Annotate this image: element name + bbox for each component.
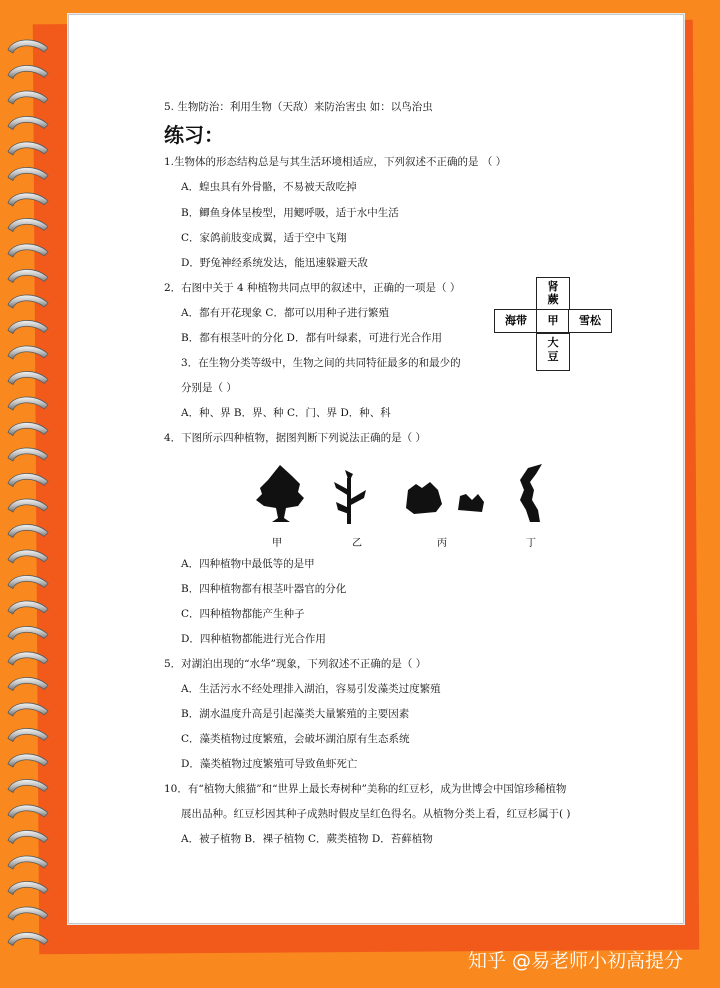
binding-ring-icon — [8, 40, 48, 53]
section-heading: 练习： — [164, 123, 224, 147]
plant-label-yi: 乙 — [352, 538, 362, 549]
binding-ring-icon — [8, 295, 48, 308]
q2-stem: 2．右图中关于 4 种植物共同点甲的叙述中，正确的一项是（ ） — [164, 282, 461, 294]
plant-label-ding: 丁 — [526, 538, 536, 549]
plant-label-jia: 甲 — [272, 538, 282, 549]
four-plants-figure — [250, 460, 560, 532]
binding-ring-icon — [8, 320, 48, 333]
binding-ring-icon — [8, 142, 48, 155]
binding-ring-icon — [8, 754, 48, 767]
diagram-right-cell: 雪松 — [568, 309, 612, 333]
plant-bing-moss-icon — [406, 482, 484, 514]
binding-ring-icon — [8, 881, 48, 894]
binding-ring-icon — [8, 677, 48, 690]
q4-option-b: B．四种植物都有根茎叶器官的分化 — [181, 583, 347, 595]
q4-option-a: A．四种植物中最低等的是甲 — [181, 558, 315, 570]
q1-option-a: A．蝗虫具有外骨骼，不易被天敌吃掉 — [181, 181, 357, 193]
spiral-binding — [0, 0, 70, 988]
binding-ring-icon — [8, 397, 48, 410]
binding-ring-icon — [8, 907, 48, 920]
binding-ring-icon — [8, 779, 48, 792]
q1-stem: 1.生物体的形态结构总是与其生活环境相适应，下列叙述不正确的是 （ ） — [164, 156, 507, 168]
binding-ring-icon — [8, 167, 48, 180]
binding-ring-icon — [8, 346, 48, 359]
plant-relation-diagram — [494, 277, 612, 372]
plant-label-bing: 丙 — [437, 538, 447, 549]
q5-option-c: C．藻类植物过度繁殖，会破坏湖泊原有生态系统 — [181, 733, 410, 745]
q1-option-b: B．鲫鱼身体呈梭型，用鳃呼吸，适于水中生活 — [181, 207, 399, 219]
diagram-top-cell: 肾 蕨 — [536, 277, 570, 311]
zhihu-watermark: 知乎 @易老师小初高提分 — [468, 950, 684, 972]
binding-ring-icon — [8, 575, 48, 588]
q1-option-d: D．野兔神经系统发达，能迅速躲避天敌 — [181, 257, 368, 269]
binding-ring-icon — [8, 805, 48, 818]
binding-ring-icon — [8, 116, 48, 129]
q2-options-row1: A．都有开花现象 C．都可以用种子进行繁殖 — [181, 307, 389, 319]
binding-ring-icon — [8, 371, 48, 384]
binding-ring-icon — [8, 601, 48, 614]
q5-option-b: B．湖水温度升高是引起藻类大量繁殖的主要因素 — [181, 708, 410, 720]
q5-option-d: D．藻类植物过度繁殖可导致鱼虾死亡 — [181, 758, 358, 770]
q2-options-row2: B．都有根茎叶的分化 D．都有叶绿素，可进行光合作用 — [181, 332, 442, 344]
q4-option-d: D．四种植物都能进行光合作用 — [181, 633, 326, 645]
plant-ding-seaweed-icon — [520, 464, 542, 522]
plant-jia-tree-icon — [256, 465, 304, 522]
q4-option-c: C．四种植物都能产生种子 — [181, 608, 305, 620]
binding-ring-icon — [8, 244, 48, 257]
binding-ring-icon — [8, 524, 48, 537]
binding-ring-icon — [8, 422, 48, 435]
q1-option-c: C．家鸽前肢变成翼，适于空中飞翔 — [181, 232, 347, 244]
binding-ring-icon — [8, 830, 48, 843]
binding-ring-icon — [8, 65, 48, 78]
plant-yi-grass-icon — [334, 470, 366, 524]
diagram-bottom-cell: 大 豆 — [536, 333, 570, 371]
binding-ring-icon — [8, 269, 48, 282]
binding-ring-icon — [8, 626, 48, 639]
q3-options: A．种、界 B．界、种 C．门、界 D．种、科 — [181, 407, 391, 419]
binding-ring-icon — [8, 499, 48, 512]
intro-line: 5. 生物防治：利用生物（天敌）来防治害虫 如：以鸟治虫 — [164, 101, 433, 113]
q5-stem: 5．对湖泊出现的“水华”现象，下列叙述不正确的是（ ） — [164, 658, 427, 670]
binding-ring-icon — [8, 550, 48, 563]
binding-ring-icon — [8, 856, 48, 869]
diagram-center-cell: 甲 — [536, 309, 570, 333]
q5-option-a: A．生活污水不经处理排入湖泊，容易引发藻类过度繁殖 — [181, 683, 441, 695]
q10-options: A．被子植物 B．裸子植物 C．蕨类植物 D．苔藓植物 — [181, 833, 433, 845]
q3-stem-line2: 分别是（ ） — [181, 382, 237, 394]
binding-ring-icon — [8, 91, 48, 104]
binding-ring-icon — [8, 703, 48, 716]
binding-ring-icon — [8, 193, 48, 206]
binding-ring-icon — [8, 448, 48, 461]
binding-ring-icon — [8, 932, 48, 945]
binding-ring-icon — [8, 652, 48, 665]
q10-stem-line2: 展出品种。红豆杉因其种子成熟时假皮呈红色得名。从植物分类上看，红豆杉属于( ) — [181, 808, 571, 820]
q3-stem-line1: 3．在生物分类等级中，生物之间的共同特征最多的和最少的 — [181, 357, 461, 369]
binding-ring-icon — [8, 473, 48, 486]
binding-ring-icon — [8, 218, 48, 231]
diagram-left-cell: 海带 — [494, 309, 538, 333]
q10-stem-line1: 10．有“植物大熊猫”和“世界上最长寿树种”美称的红豆杉，成为世博会中国馆珍稀植物 — [164, 783, 567, 795]
binding-ring-icon — [8, 728, 48, 741]
q4-stem: 4．下图所示四种植物，据图判断下列说法正确的是（ ） — [164, 432, 427, 444]
